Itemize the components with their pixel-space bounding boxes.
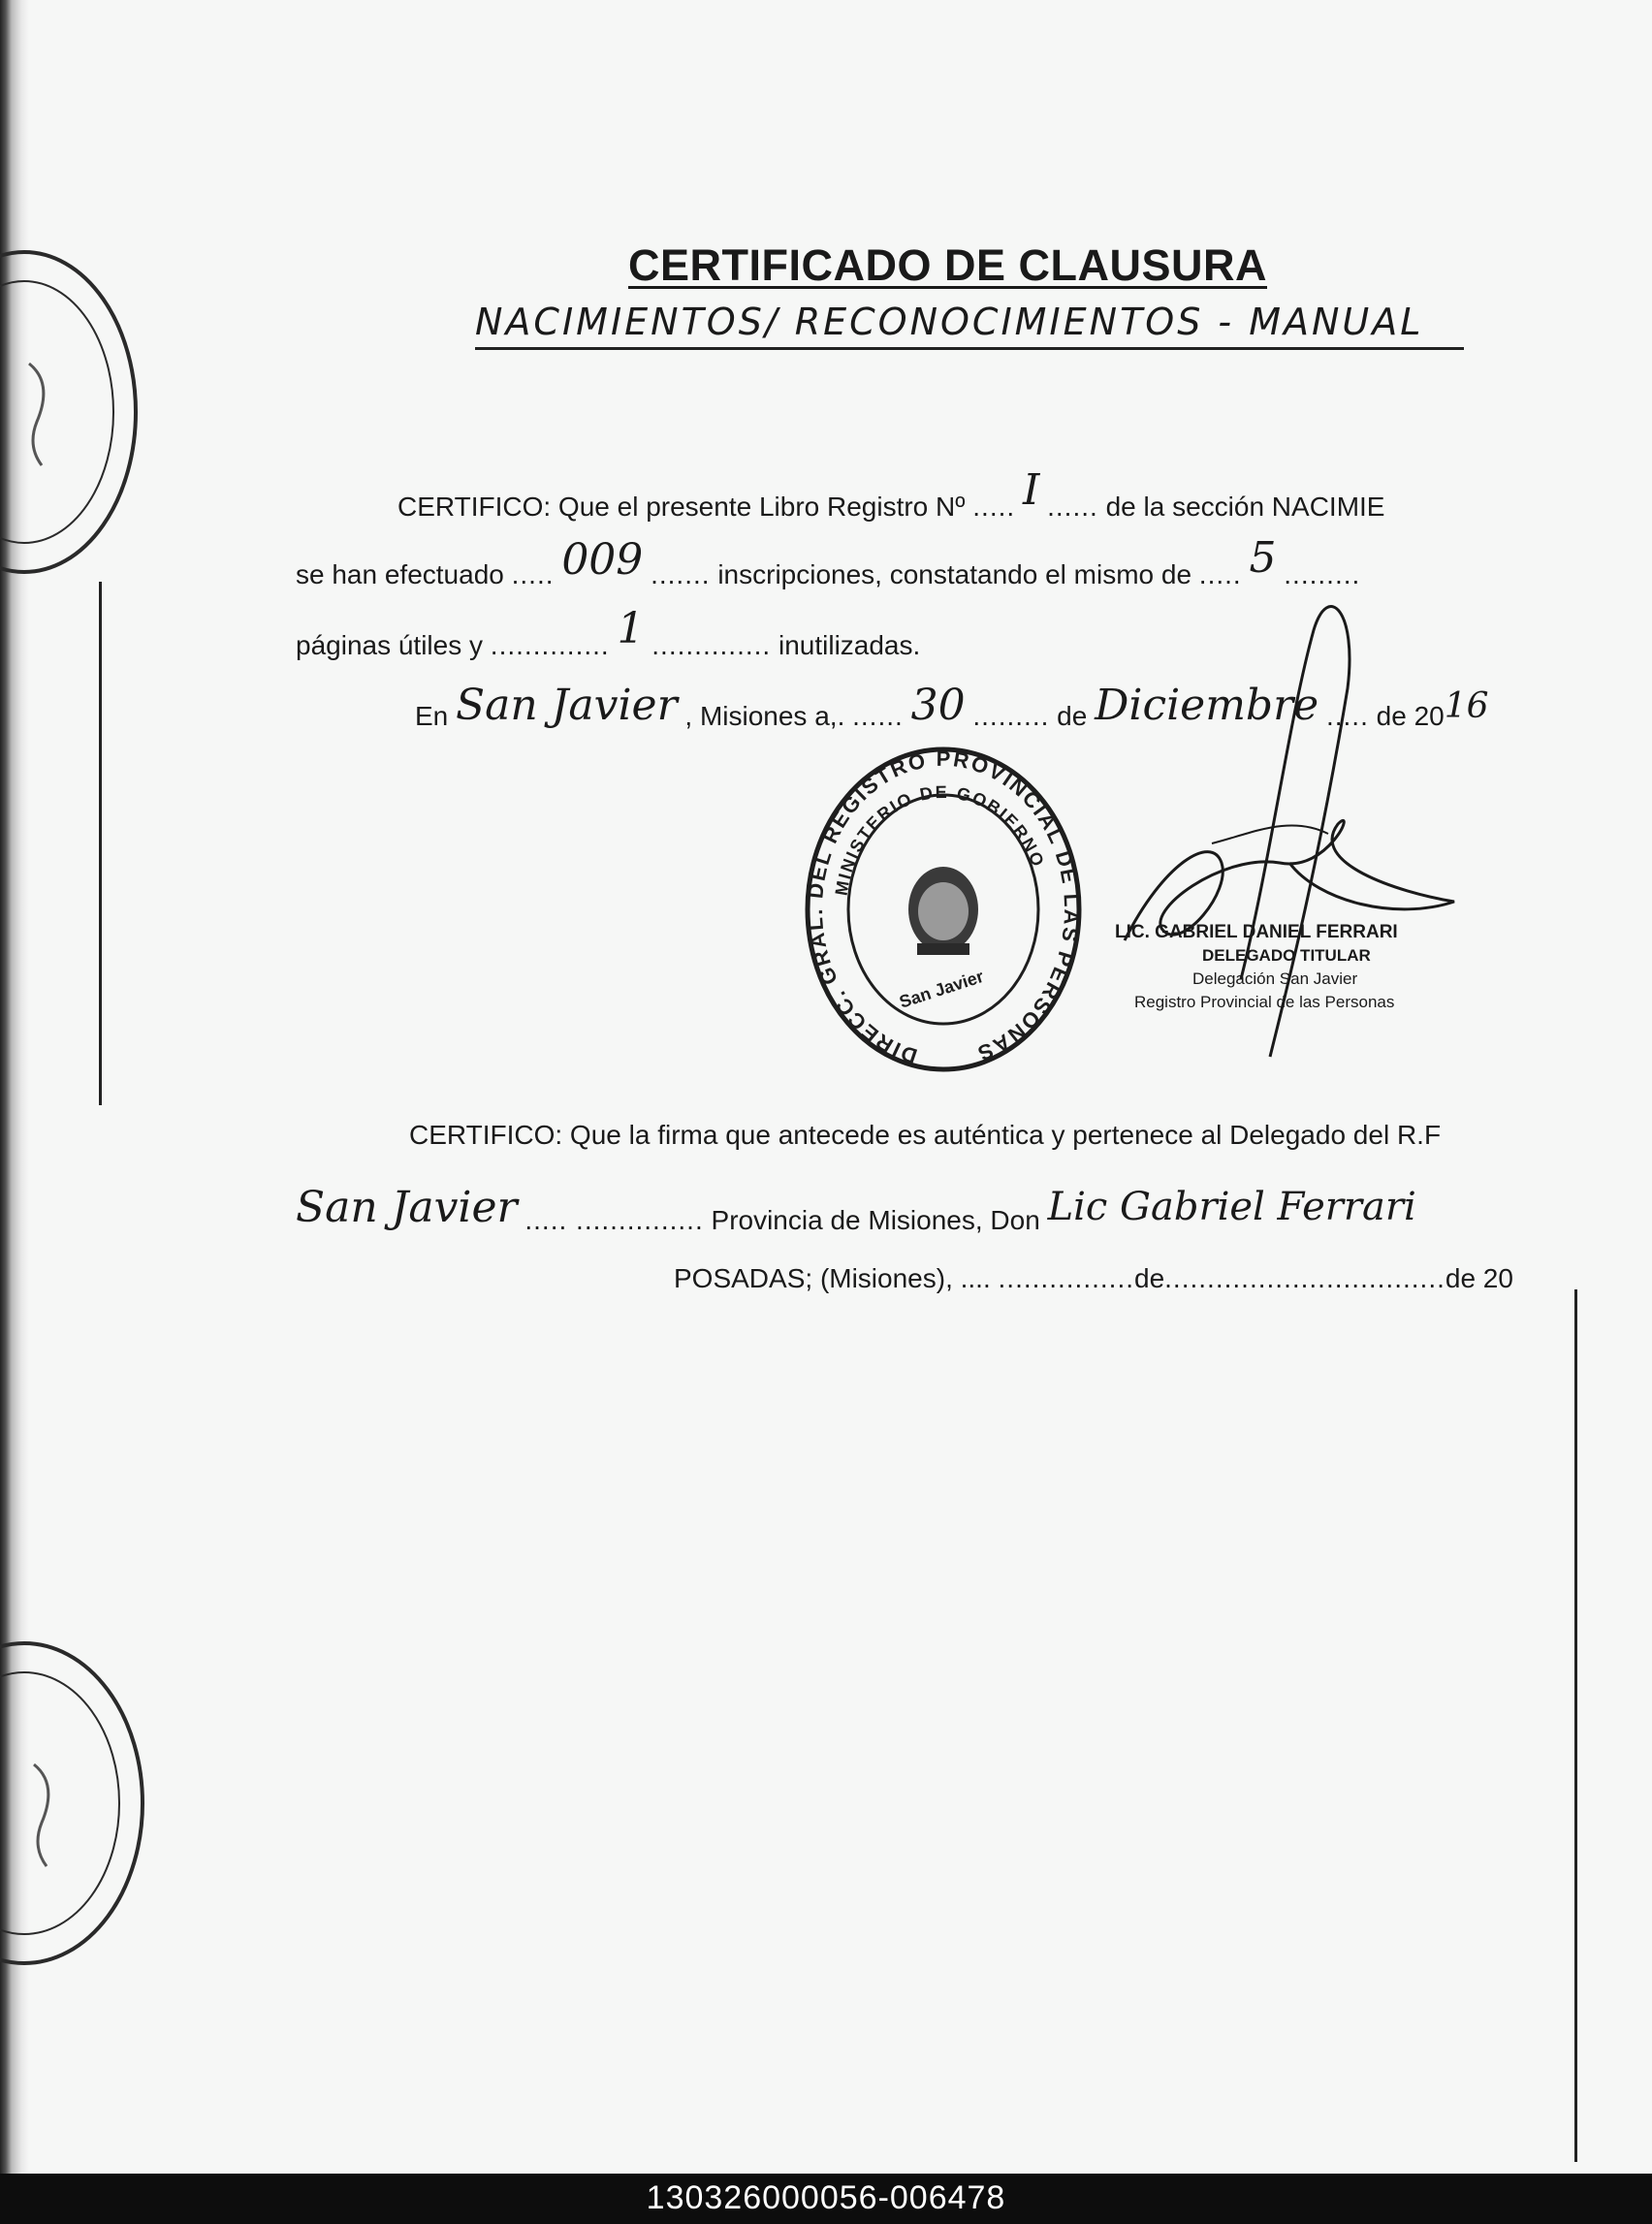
margin-line-right	[1574, 1289, 1577, 2162]
cert1-line3	[296, 604, 921, 665]
dotted-fill: ..............	[490, 630, 610, 660]
signatory-registry: Registro Provincial de las Personas	[1134, 993, 1395, 1011]
dotted-fill: ................	[998, 1263, 1134, 1293]
cert1-line1	[397, 465, 1385, 526]
cert2-mid: Provincia de Misiones, Don	[711, 1205, 1040, 1235]
month-prefix: de	[1057, 701, 1088, 731]
posadas-year: de 20	[1445, 1263, 1513, 1293]
document-id: 130326000056-006478	[646, 2179, 1006, 2216]
handwritten-subtitle: NACIMIENTOS/ RECONOCIMIENTOS - MANUAL	[475, 301, 1464, 350]
coat-of-arms-icon	[908, 867, 978, 955]
stamp-outer-text: DIRECC. GRAL. DEL REGISTRO PROVINCIAL DE LAS PERSONAS	[803, 746, 1084, 1069]
dotted-fill: .....	[972, 492, 1016, 522]
margin-line-left	[99, 582, 102, 1105]
year-handwritten: 16	[1444, 686, 1489, 726]
dotted-fill: .......	[651, 559, 711, 589]
cert2-name-handwritten: Lic Gabriel Ferrari	[1047, 1185, 1416, 1229]
stamp-inner-text: MINISTERIO DE GOBIERNO	[831, 781, 1049, 898]
dotted-fill: ......	[852, 701, 904, 731]
signatory-office: Delegación San Javier	[1192, 969, 1358, 988]
inscriptions-count-handwritten: 009	[561, 535, 644, 585]
dotted-fill: .........	[972, 701, 1050, 731]
partial-seal-bottom	[0, 1638, 155, 1978]
cert1-prefix: CERTIFICO: Que el presente Libro Registro Nº	[397, 492, 966, 522]
book-number-handwritten: I	[1022, 465, 1040, 515]
signatory-name: LIC. GABRIEL DANIEL FERRARI	[1115, 922, 1398, 942]
signatory-role: DELEGADO TITULAR	[1202, 946, 1371, 965]
signature-block	[1115, 921, 1398, 1014]
cert2-line1: CERTIFICO: Que la firma que antecede es auténtica y pertenece al Delegado del R.F	[409, 1120, 1442, 1150]
posadas-prefix: POSADAS; (Misiones), ....	[674, 1263, 991, 1293]
cert2-line3	[674, 1263, 1513, 1294]
month-handwritten: Diciembre	[1095, 681, 1319, 730]
dotted-fill: ..............	[651, 630, 772, 660]
cert1-line3-prefix: páginas útiles y	[296, 630, 484, 660]
unused-count-handwritten: 1	[617, 604, 645, 653]
dotted-fill: .....	[511, 559, 555, 589]
dotted-fill: .....	[1198, 559, 1242, 589]
cert2-line2	[296, 1183, 1416, 1240]
posadas-de: de	[1134, 1263, 1165, 1293]
dotted-fill: .................................	[1164, 1263, 1446, 1293]
dotted-fill: ..... ...............	[524, 1205, 704, 1235]
cert1-section: de la sección NACIMIE	[1105, 492, 1385, 522]
dotted-fill: .....	[1325, 701, 1369, 731]
official-stamp	[803, 745, 1084, 1074]
handwritten-signature	[1105, 572, 1474, 1096]
year-prefix: de 20	[1376, 701, 1445, 731]
place-handwritten: San Javier	[456, 681, 678, 730]
place-mid: , Misiones a,.	[684, 701, 845, 731]
cert1-line2-prefix: se han efectuado	[296, 559, 504, 589]
cert2-place-handwritten: San Javier	[296, 1183, 518, 1232]
partial-seal-top	[0, 247, 145, 587]
useful-pages-handwritten: 5	[1249, 533, 1277, 583]
cert1-line2-mid: inscripciones, constatando el mismo de	[717, 559, 1192, 589]
day-handwritten: 30	[910, 681, 966, 730]
dotted-fill: ......	[1047, 492, 1098, 522]
stamp-bottom-text: San Javier	[897, 966, 987, 1012]
dotted-fill: .........	[1284, 559, 1361, 589]
cert1-line3-suffix: inutilizadas.	[778, 630, 921, 660]
place-prefix: En	[415, 701, 449, 731]
document-title: CERTIFICADO DE CLAUSURA	[628, 240, 1267, 290]
